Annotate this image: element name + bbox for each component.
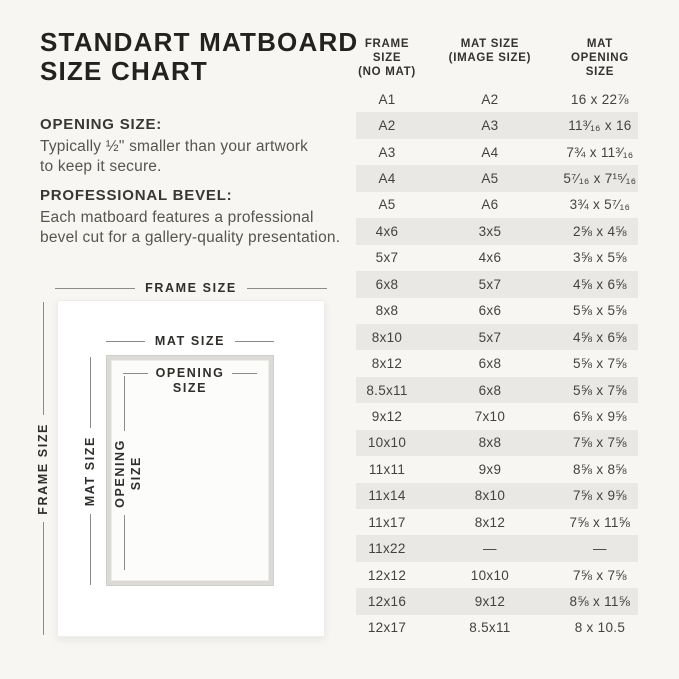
cell-frame-size: 8x12: [371, 356, 403, 372]
cell-mat-opening-size: 7⅝ x 11⅝: [569, 514, 631, 530]
cell-mat-size: 8x10: [474, 488, 506, 504]
frame-size-vertical-label: [31, 302, 55, 635]
header-mat-line1: MAT SIZE: [460, 38, 520, 50]
opening-size-body: [40, 137, 308, 177]
divider-line: [43, 302, 44, 415]
cell-mat-opening-size: 2⅝ x 4⅝: [572, 223, 627, 239]
table-row: [356, 298, 638, 324]
cell-frame-size: 11x11: [368, 461, 406, 477]
cell-mat-size: 6x8: [478, 382, 502, 398]
opening-size-vertical-label: [112, 376, 142, 570]
page-title-line2: SIZE CHART: [40, 56, 208, 86]
cell-mat-size: 5x7: [478, 329, 502, 345]
cell-mat-size: 6x6: [478, 303, 502, 319]
cell-mat-opening-size: 5⅝ x 7⅝: [572, 382, 627, 398]
cell-mat-opening-size: 6⅝ x 9⅝: [572, 408, 627, 424]
table-row: [356, 86, 638, 112]
cell-mat-size: A3: [481, 118, 499, 134]
professional-bevel-body-line2: bevel cut for a gallery-quality presentation.: [40, 229, 341, 246]
mat-size-vertical-label: [78, 357, 102, 585]
divider-line: [124, 515, 125, 570]
cell-frame-size: A1: [378, 91, 396, 107]
mat-size-horizontal-label: [106, 334, 274, 348]
opening-size-body-line1: Typically ½" smaller than your artwork: [40, 138, 309, 155]
cell-mat-opening-size: 11³⁄₁₆ x 16: [568, 118, 632, 134]
divider-line: [90, 514, 91, 585]
opening-size-horizontal-label: [123, 366, 257, 396]
divider-line: [235, 341, 274, 342]
table-row: [356, 430, 638, 456]
divider-line: [90, 357, 91, 428]
cell-mat-size: 10x10: [470, 567, 510, 583]
opening-vertical-line1: OPENING: [113, 438, 127, 508]
table-row: [356, 403, 638, 429]
table-row: [356, 324, 638, 350]
divider-line: [123, 373, 148, 374]
cell-frame-size: 12x16: [367, 594, 407, 610]
cell-mat-opening-size: —: [593, 541, 607, 557]
cell-mat-size: 4x6: [478, 250, 502, 266]
divider-line: [43, 522, 44, 635]
divider-line: [124, 376, 125, 431]
table-row: [356, 377, 638, 403]
cell-mat-size: 5x7: [478, 276, 502, 292]
cell-mat-size: 3x5: [478, 223, 502, 239]
divider-line: [55, 288, 135, 289]
cell-mat-opening-size: 4⅝ x 6⅝: [572, 329, 627, 345]
table-row: [356, 615, 638, 641]
cell-frame-size: A5: [378, 197, 396, 213]
header-opening-line2: SIZE: [585, 66, 615, 78]
cell-frame-size: 6x8: [375, 276, 399, 292]
opening-vertical-line2: SIZE: [129, 455, 143, 491]
table-row: [356, 165, 638, 191]
cell-mat-size: —: [483, 541, 497, 557]
cell-mat-size: 8.5x11: [469, 620, 511, 636]
cell-frame-size: 8x10: [371, 329, 403, 345]
header-frame-line1: FRAME SIZE: [364, 38, 410, 64]
cell-frame-size: 11x22: [368, 541, 406, 557]
table-row: [356, 483, 638, 509]
divider-line: [106, 341, 145, 342]
table-row: [356, 509, 638, 535]
cell-mat-opening-size: 5⁷⁄₁₆ x 7¹⁵⁄₁₆: [563, 171, 637, 187]
header-opening-line1: MAT OPENING: [570, 38, 629, 64]
cell-frame-size: 9x12: [371, 408, 403, 424]
cell-mat-opening-size: 7⅝ x 7⅝: [572, 567, 627, 583]
table-row: [356, 139, 638, 165]
table-row: [356, 271, 638, 297]
cell-mat-size: 7x10: [474, 408, 506, 424]
cell-mat-size: 8x12: [474, 514, 506, 530]
table-row: [356, 192, 638, 218]
cell-mat-opening-size: 8 x 10.5: [574, 620, 626, 636]
cell-mat-size: 9x9: [478, 461, 502, 477]
professional-bevel-body: [40, 208, 340, 248]
column-header-frame-size: [356, 37, 418, 79]
cell-mat-size: A5: [481, 171, 499, 187]
frame-size-vertical-text: FRAME SIZE: [36, 422, 50, 515]
cell-mat-opening-size: 3⅝ x 5⅝: [572, 250, 627, 266]
cell-frame-size: 5x7: [375, 250, 399, 266]
cell-mat-size: 6x8: [478, 356, 502, 372]
divider-line: [232, 373, 257, 374]
header-frame-line2: (NO MAT): [358, 66, 416, 78]
cell-mat-size: A4: [481, 144, 499, 160]
cell-mat-size: A6: [481, 197, 499, 213]
table-row: [356, 112, 638, 138]
mat-size-vertical-text: MAT SIZE: [83, 435, 97, 507]
cell-mat-opening-size: 8⅝ x 8⅝: [572, 461, 627, 477]
column-header-mat-opening: [562, 37, 638, 79]
cell-frame-size: A4: [378, 171, 396, 187]
cell-mat-opening-size: 8⅝ x 11⅝: [569, 594, 631, 610]
opening-size-label-text: [156, 366, 225, 396]
table-row: [356, 350, 638, 376]
opening-label-line1: OPENING: [155, 366, 225, 380]
cell-mat-opening-size: 5⅝ x 7⅝: [572, 356, 627, 372]
professional-bevel-heading: PROFESSIONAL BEVEL:: [40, 187, 233, 204]
frame-size-horizontal-label: [55, 281, 327, 295]
opening-size-body-line2: to keep it secure.: [40, 158, 162, 175]
size-table-rows: [356, 86, 638, 641]
page-title: [40, 28, 358, 86]
cell-frame-size: 8.5x11: [366, 382, 408, 398]
table-row: [356, 456, 638, 482]
frame-size-label-text: FRAME SIZE: [145, 281, 237, 295]
cell-mat-opening-size: 7⅝ x 7⅝: [572, 435, 627, 451]
table-row: [356, 245, 638, 271]
cell-frame-size: 10x10: [367, 435, 407, 451]
cell-mat-opening-size: 16 x 22⅞: [570, 91, 629, 107]
header-mat-line2: (IMAGE SIZE): [448, 52, 532, 64]
cell-frame-size: A2: [378, 118, 396, 134]
table-row: [356, 588, 638, 614]
cell-frame-size: 4x6: [375, 223, 399, 239]
cell-mat-opening-size: 3¾ x 5⁷⁄₁₆: [569, 197, 631, 213]
divider-line: [247, 288, 327, 289]
cell-mat-size: A2: [481, 91, 499, 107]
table-row: [356, 562, 638, 588]
cell-frame-size: 11x14: [368, 488, 406, 504]
cell-frame-size: A3: [378, 144, 396, 160]
cell-mat-size: 9x12: [474, 594, 506, 610]
table-row: [356, 218, 638, 244]
cell-frame-size: 12x17: [367, 620, 407, 636]
size-table-header: [356, 37, 638, 79]
cell-mat-size: 8x8: [478, 435, 502, 451]
table-row: [356, 535, 638, 561]
professional-bevel-body-line1: Each matboard features a professional: [40, 209, 314, 226]
opening-size-vertical-text: [112, 439, 144, 508]
column-header-mat-size: [418, 37, 562, 79]
cell-mat-opening-size: 5⅝ x 5⅝: [572, 303, 627, 319]
cell-frame-size: 8x8: [375, 303, 399, 319]
cell-mat-opening-size: 7⅝ x 9⅝: [572, 488, 627, 504]
cell-frame-size: 12x12: [367, 567, 407, 583]
opening-size-heading: OPENING SIZE:: [40, 116, 163, 133]
mat-size-label-text: MAT SIZE: [154, 334, 226, 348]
opening-label-line2: SIZE: [172, 381, 208, 395]
cell-frame-size: 11x17: [368, 514, 406, 530]
page-title-line1: STANDART MATBOARD: [40, 27, 359, 57]
cell-mat-opening-size: 7¾ x 11³⁄₁₆: [566, 144, 634, 160]
cell-mat-opening-size: 4⅝ x 6⅝: [572, 276, 627, 292]
